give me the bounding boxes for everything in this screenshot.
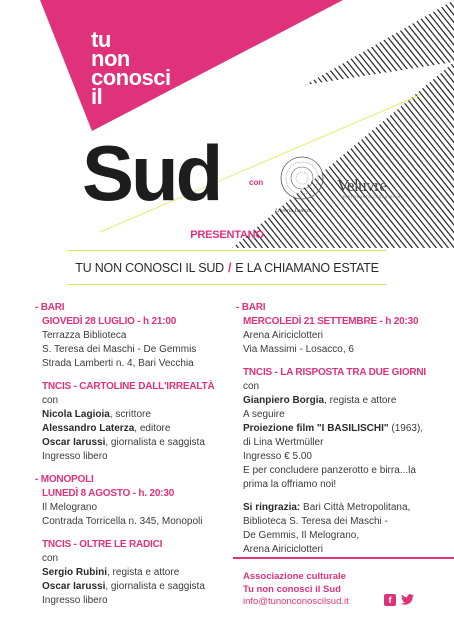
event-venue: Terrazza Biblioteca [42, 330, 127, 341]
event-title: TNCIS - CARTOLINE DALL'IRREALTÀ [42, 381, 215, 392]
association-line: Tu non conosci il Sud [243, 584, 341, 595]
guest-name: Gianpiero Borgia [243, 395, 325, 406]
event-date: LUNEDÌ 8 AGOSTO - h. 20:30 [42, 488, 175, 499]
stripe-line [0, 0, 60, 250]
guest-role: , giornalista e saggista [105, 581, 205, 592]
libreria-laterza-label: Libreria Laterza [275, 208, 312, 214]
guest-role: , regista e attore [324, 395, 397, 406]
right-column [236, 301, 426, 557]
event-con: con [42, 395, 59, 406]
con-label: con [249, 178, 264, 187]
guest-line [243, 394, 426, 408]
guest-line [42, 436, 214, 450]
association-line: Associazione culturale [243, 571, 346, 582]
stripe-line [0, 0, 18, 250]
event-city: - BARI [236, 302, 266, 313]
event-extra: E per concludere panzerotto e birra...la [243, 465, 416, 476]
brand-line: non [91, 46, 130, 71]
film-line [243, 422, 426, 436]
brand-wordmark [91, 27, 171, 109]
film-year: (1963), [388, 423, 424, 434]
footer-divider [233, 557, 454, 559]
event-venue: Via Massimi - Losacco, 6 [243, 344, 354, 355]
veluvre-subtitle: RISTORANTE CASSATERIA [343, 195, 401, 199]
thanks-text: Biblioteca S. Teresa dei Maschi - [243, 516, 388, 527]
pink-triangle-shape [40, 0, 343, 131]
stripe-line [0, 0, 48, 250]
follow-label: A seguire [243, 409, 285, 420]
guest-line [42, 422, 214, 436]
thanks-text: Arena Airiciclotteri [243, 544, 324, 555]
stripe-line [0, 0, 36, 250]
event-venue: Strada Lamberti n. 4, Bari Vecchia [42, 358, 194, 369]
stripe-line [0, 0, 54, 250]
event-extra: prima la offriamo noi! [243, 479, 337, 490]
guest-name: Alessandro Laterza [42, 423, 135, 434]
guest-line [42, 566, 214, 580]
guest-role: , giornalista e saggista [105, 437, 205, 448]
event-title: TNCIS - OLTRE LE RADICI [42, 539, 163, 550]
stripe-line [340, 0, 454, 250]
event-con: con [42, 553, 59, 564]
event-venue: S. Teresa dei Maschi - De Gemmis [42, 344, 197, 355]
association-name [243, 570, 346, 596]
guest-name: Sergio Rubini [42, 567, 107, 578]
event-venue: Arena Airiciclotteri [243, 330, 324, 341]
brand-line: conosci [91, 65, 171, 90]
film-director: di Lina Wertmüller [243, 437, 324, 448]
top-divider [68, 250, 386, 251]
facebook-icon[interactable]: f [384, 594, 396, 606]
sud-logo-text: Sud [82, 129, 221, 217]
stripe-line [448, 0, 454, 250]
bottom-divider [68, 284, 386, 285]
film-title: Proiezione film "I BASILISCHI" [243, 423, 389, 434]
stripe-line [394, 0, 454, 250]
twitter-icon[interactable] [401, 594, 413, 606]
event-entry: Ingresso € 5.00 [243, 451, 312, 462]
hero-graphic [0, 0, 454, 250]
event-venue: Contrada Torricella n. 345, Monopoli [42, 516, 203, 527]
presentano-heading: PRESENTANO [190, 229, 264, 241]
title-slash: / [228, 261, 232, 275]
title-right: E LA CHIAMANO ESTATE [235, 261, 379, 275]
veluvre-logo: Veluvre [337, 176, 387, 195]
brand-line: tu [91, 27, 111, 52]
event-city: - MONOPOLI [35, 474, 94, 485]
thanks-text: Bari Città Metropolitana, [300, 502, 411, 513]
event-entry: Ingresso libero [42, 451, 108, 462]
thanks-label: Si ringrazia: [243, 502, 301, 513]
guest-name: Oscar Iarussi [42, 581, 106, 592]
guest-line [42, 408, 214, 422]
stripe-line [0, 0, 6, 250]
stripe-line [0, 0, 42, 250]
stripe-line [0, 0, 30, 250]
stripe-line [0, 0, 24, 250]
event-city: - BARI [35, 302, 65, 313]
left-column [35, 301, 214, 608]
stripe-line [244, 0, 444, 250]
title-left: TU NON CONOSCI IL SUD [75, 261, 225, 275]
thanks-text: De Gemmis, Il Melograno, [243, 530, 360, 541]
event-series-title [0, 261, 454, 275]
guest-role: , scrittore [109, 409, 151, 420]
stripe-line [0, 0, 12, 250]
event-con: con [243, 381, 260, 392]
guest-name: Oscar Iarussi [42, 437, 106, 448]
event-date: GIOVEDÌ 28 LUGLIO - h 21:00 [42, 316, 177, 327]
stripe-line [328, 0, 454, 250]
thanks-line [243, 501, 426, 515]
event-entry: Ingresso libero [42, 595, 108, 606]
brand-line: il [91, 84, 103, 109]
twitter-bird-icon [401, 594, 414, 605]
event-title: TNCIS - LA RISPOSTA TRA DUE GIORNI [243, 367, 427, 378]
event-date: MERCOLEDÌ 21 SETTEMBRE - h 20:30 [243, 316, 419, 327]
guest-role: , regista e attore [107, 567, 180, 578]
email-link[interactable]: info@tunonconoscilsud.it [243, 596, 349, 607]
guest-role: , editore [134, 423, 171, 434]
event-venue: Il Melograno [42, 502, 98, 513]
guest-line [42, 580, 214, 594]
guest-name: Nicola Lagioia [42, 409, 110, 420]
